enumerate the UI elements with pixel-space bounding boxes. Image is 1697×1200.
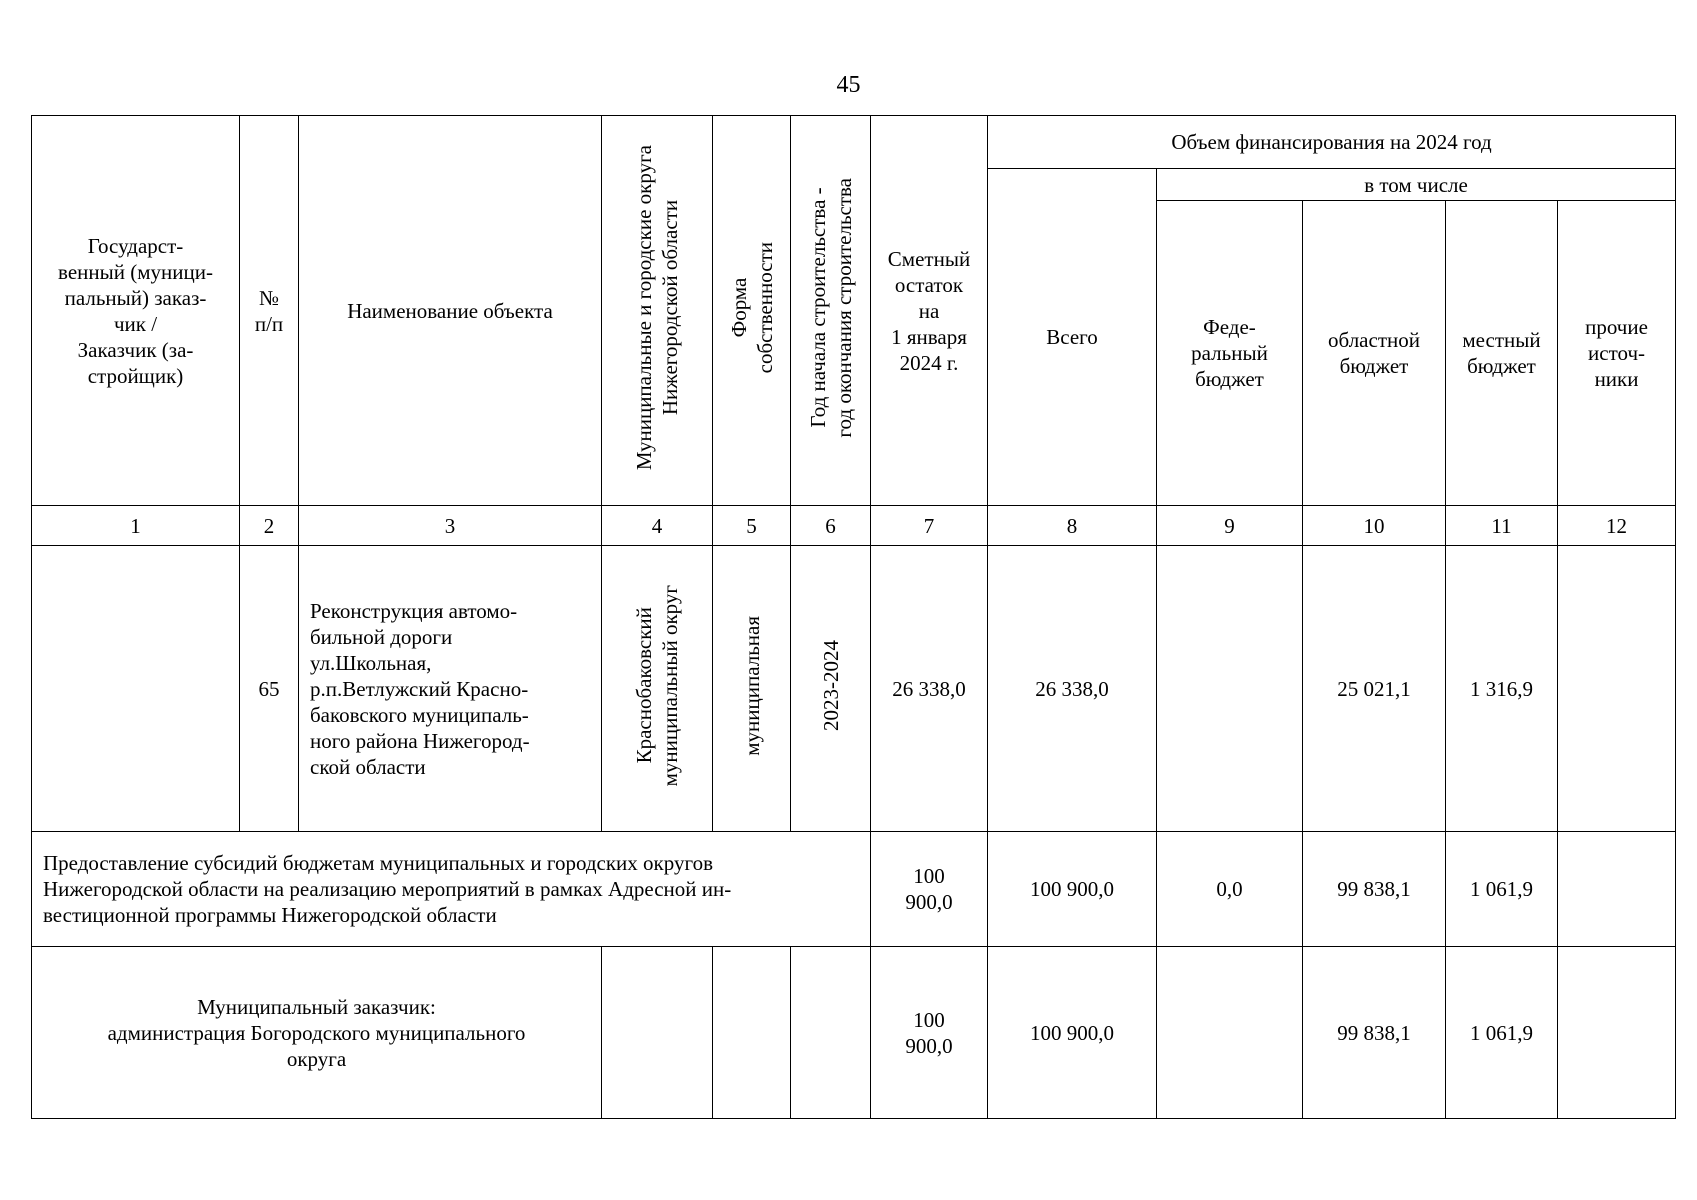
col-number: 7 — [871, 506, 988, 546]
cell-other — [1558, 832, 1676, 947]
col-number: 11 — [1446, 506, 1558, 546]
header-regional: областной бюджет — [1303, 201, 1446, 506]
cell-local: 1 061,9 — [1446, 832, 1558, 947]
cell-customer-text: Муниципальный заказчик: администрация Богородского муниципального округа — [32, 947, 602, 1119]
col-number: 1 — [32, 506, 240, 546]
col-number: 12 — [1558, 506, 1676, 546]
page-number: 45 — [836, 72, 861, 98]
header-ownership-text: Форма собственности — [726, 241, 777, 374]
cell-empty — [713, 947, 791, 1119]
header-including: в том числе — [1157, 169, 1676, 201]
cell-federal — [1157, 546, 1303, 832]
header-local: местный бюджет — [1446, 201, 1558, 506]
cell-total: 26 338,0 — [988, 546, 1157, 832]
cell-other — [1558, 947, 1676, 1119]
header-federal: Феде- ральный бюджет — [1157, 201, 1303, 506]
cell-district-text: Краснобаковский муниципальный округ — [632, 584, 682, 787]
cell-regional: 25 021,1 — [1303, 546, 1446, 832]
header-row-1 — [32, 116, 1676, 169]
header-ownership — [713, 116, 791, 506]
cell-local: 1 316,9 — [1446, 546, 1558, 832]
cell-total: 100 900,0 — [988, 832, 1157, 947]
col-number: 2 — [240, 506, 299, 546]
cell-years — [791, 546, 871, 832]
column-numbers-row — [32, 506, 1676, 546]
col-number: 6 — [791, 506, 871, 546]
cell-regional: 99 838,1 — [1303, 832, 1446, 947]
cell-years-text: 2023-2024 — [818, 640, 843, 731]
col-number: 4 — [602, 506, 713, 546]
header-funding-title: Объем финансирования на 2024 год — [988, 116, 1676, 169]
cell-empty — [602, 947, 713, 1119]
header-balance: Сметный остаток на 1 января 2024 г. — [871, 116, 988, 506]
header-number: № п/п — [240, 116, 299, 506]
header-years-text: Год начала строительства - год окончания строительства — [805, 177, 856, 438]
cell-empty — [791, 947, 871, 1119]
cell-other — [1558, 546, 1676, 832]
header-district-text: Муниципальные и городские округа Нижегородской области — [632, 144, 682, 471]
header-years — [791, 116, 871, 506]
cell-balance: 26 338,0 — [871, 546, 988, 832]
table-row-subsidy — [32, 832, 1676, 947]
cell-local: 1 061,9 — [1446, 947, 1558, 1119]
header-object-name: Наименование объекта — [299, 116, 602, 506]
table-row-customer — [32, 947, 1676, 1119]
cell-total: 100 900,0 — [988, 947, 1157, 1119]
cell-district — [602, 546, 713, 832]
cell-regional: 99 838,1 — [1303, 947, 1446, 1119]
header-customer: Государст- венный (муници- пальный) заказ- чик / Заказчик (за- стройщик) — [32, 116, 240, 506]
cell-federal — [1157, 947, 1303, 1119]
col-number: 8 — [988, 506, 1157, 546]
cell-balance: 100 900,0 — [871, 832, 988, 947]
investment-table — [31, 115, 1676, 1119]
col-number: 9 — [1157, 506, 1303, 546]
col-number: 10 — [1303, 506, 1446, 546]
cell-object-name: Реконструкция автомо- бильной дороги ул.Школьная, р.п.Ветлужский Красно- баковского муниципаль- ного района Нижегород- ской области — [299, 546, 602, 832]
header-district — [602, 116, 713, 506]
cell-federal: 0,0 — [1157, 832, 1303, 947]
cell-number: 65 — [240, 546, 299, 832]
table-row-object — [32, 546, 1676, 832]
cell-ownership — [713, 546, 791, 832]
cell-subsidy-text: Предоставление субсидий бюджетам муниципальных и городских округов Нижегородской области на реализацию мероприятий в рамках Адресной ин- вестиционной программы Нижегородской области — [32, 832, 871, 947]
header-other: прочие источ- ники — [1558, 201, 1676, 506]
col-number: 3 — [299, 506, 602, 546]
header-total: Всего — [988, 169, 1157, 506]
col-number: 5 — [713, 506, 791, 546]
cell-balance: 100 900,0 — [871, 947, 988, 1119]
cell-customer — [32, 546, 240, 832]
cell-ownership-text: муниципальная — [739, 615, 764, 756]
